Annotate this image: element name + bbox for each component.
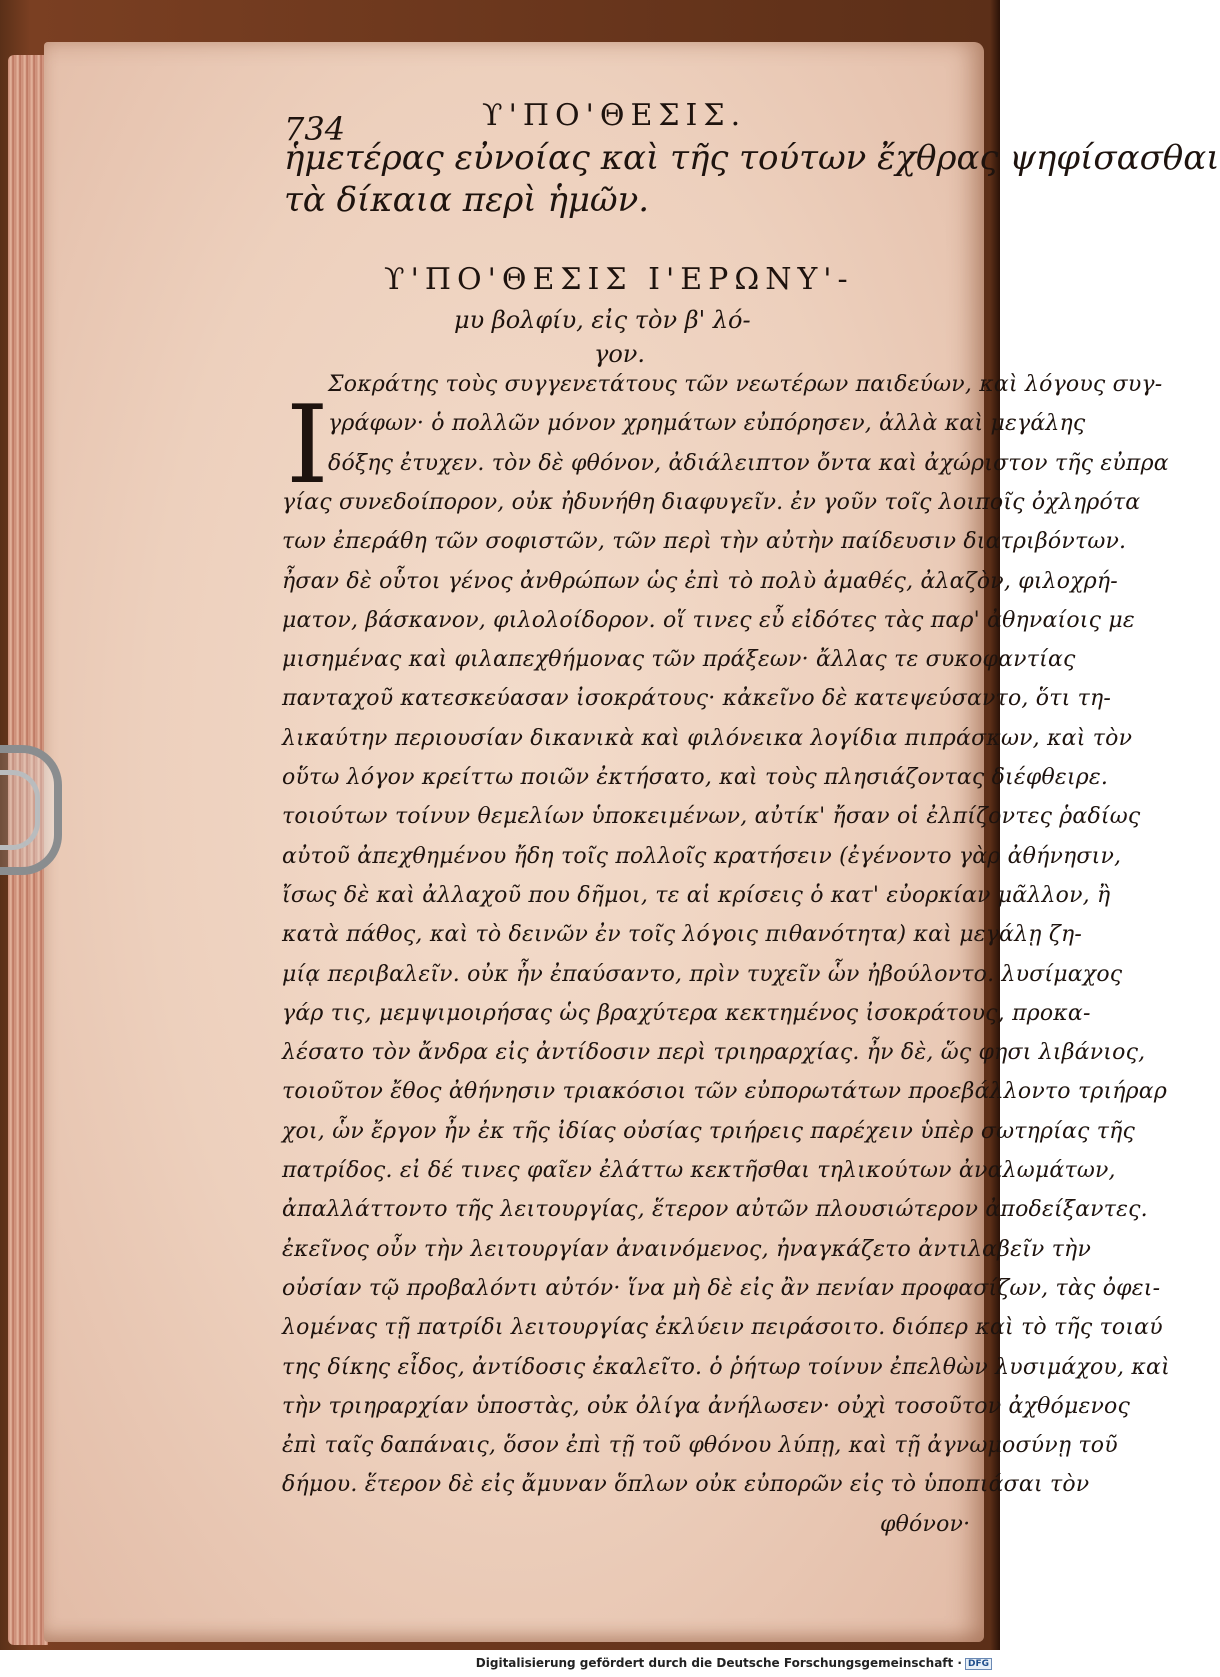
body-line: φθόνον· bbox=[880, 1511, 971, 1537]
body-line: λέσατο τὸν ἄνδρα εἰς ἀντίδοσιν περὶ τριηραρχίας. ἦν δὲ, ὥς φησι λιβάνιος, bbox=[282, 1040, 1146, 1066]
body-line: δήμου. ἕτερον δὲ εἰς ἄμυναν ὅπλων οὐκ εὐπορῶν εἰς τὸ ὑποπιάσαι τὸν bbox=[282, 1472, 1090, 1498]
body-line: ἦσαν δὲ οὗτοι γένος ἀνθρώπων ὡς ἐπὶ τὸ πολὺ ἀμαθές, ἀλαζὸν, φιλοχρή- bbox=[282, 568, 1118, 594]
body-line: ἀπαλλάττοντο τῆς λειτουργίας, ἕτερον αὐτῶν πλουσιώτερον ἀποδείξαντες. bbox=[282, 1197, 1148, 1223]
body-line: οὕτω λόγον κρείττω ποιῶν ἐκτήσατο, καὶ τοὺς πλησιάζοντας διέφθειρε. bbox=[282, 765, 1109, 790]
section-title: ϒ'ΠΟ'ΘΕΣΙΣ Ι'ΕΡΩΝΥ'- bbox=[384, 262, 854, 297]
body-line: γίας συνεδοίπορον, οὐκ ἠδυνήθη διαφυγεῖν. ἐν γοῦν τοῖς λοιποῖς ὀχληρότα bbox=[282, 489, 1141, 515]
page-clip-inner bbox=[0, 770, 40, 850]
drop-cap: I bbox=[286, 383, 329, 508]
body-line: τοιοῦτον ἔθος ἀθήνησιν τριακόσιοι τῶν εὐπορωτάτων προεβάλλοντο τριήραρ bbox=[282, 1079, 1167, 1105]
body-line: πανταχοῦ κατεσκεύασαν ἰσοκράτους· κἀκεῖνο δὲ κατεψεύσαντο, ὅτι τη- bbox=[282, 686, 1112, 712]
body-line: γάρ τις, μεμψιμοιρήσας ὡς βραχύτερα κεκτημένος ἰσοκράτους, προκα- bbox=[282, 1000, 1091, 1026]
section-subtitle-cont: γον. bbox=[594, 340, 646, 368]
body-line: αὐτοῦ ἀπεχθημένου ἤδη τοῖς πολλοῖς κρατήσειν (ἐγένοντο γὰρ ἀθήνησιν, bbox=[282, 843, 1122, 869]
body-line: μισημένας καὶ φιλαπεχθήμονας τῶν πράξεων· ἄλλας τε συκοφαντίας bbox=[282, 647, 1076, 673]
dfg-logo: DFG bbox=[965, 1658, 992, 1670]
body-line: τοιούτων τοίνυν θεμελίων ὑποκειμένων, αὐτίκ' ἤσαν οἱ ἐλπίζοντες ῥαδίως bbox=[282, 804, 1141, 830]
body-line: των ἐπεράθη τῶν σοφιστῶν, τῶν περὶ τὴν αὐτὴν παίδευσιν διατριβόντων. bbox=[282, 529, 1127, 555]
body-line: λικαύτην περιουσίαν δικανικὰ καὶ φιλόνεικα λογίδια πιπράσκων, καὶ τὸν bbox=[282, 725, 1133, 751]
body-line: της δίκης εἶδος, ἀντίδοσις ἐκαλεῖτο. ὁ ῥήτωρ τοίνυν ἐπελθὼν λυσιμάχου, καὶ bbox=[282, 1354, 1170, 1380]
body-line: ἐπὶ ταῖς δαπάναις, ὅσον ἐπὶ τῇ τοῦ φθόνου λύπῃ, καὶ τῇ ἀγνωμοσύνῃ τοῦ bbox=[282, 1433, 1118, 1459]
body-line: πατρίδος. εἰ δέ τινες φαῖεν ἐλάττω κεκτῆσθαι τηλικούτων ἀναλωμάτων, bbox=[282, 1158, 1116, 1183]
intro-line: τὰ δίκαια περὶ ἡμῶν. bbox=[284, 180, 650, 220]
footer-credit-text: Digitalisierung gefördert durch die Deutsche Forschungsgemeinschaft · bbox=[475, 1656, 962, 1670]
footer-credit bbox=[476, 1656, 992, 1670]
body-line: λομένας τῇ πατρίδι λειτουργίας ἐκλύειν πειράσοιτο. διόπερ καὶ τὸ τῆς τοιαύ bbox=[282, 1315, 1163, 1341]
running-title: ϒ'ΠΟ'ΘΕΣΙΣ. bbox=[482, 98, 747, 133]
intro-line: ἡμετέρας εὐνοίας καὶ τῆς τούτων ἔχθρας ψηφίσασθαι bbox=[284, 138, 1220, 178]
body-line: ἐκεῖνος οὖν τὴν λειτουργίαν ἀναινόμενος, ἠναγκάζετο ἀντιλαβεῖν τὴν bbox=[282, 1236, 1092, 1262]
body-line: χοι, ὧν ἔργον ἦν ἐκ τῆς ἰδίας οὐσίας τριήρεις παρέχειν ὑπὲρ σωτηρίας τῆς bbox=[282, 1118, 1135, 1144]
section-subtitle: μυ βολφίυ, εἰς τὸν β' λό- bbox=[454, 306, 751, 334]
body-line: γράφων· ὁ πολλῶν μόνον χρημάτων εὐπόρησεν, ἀλλὰ καὶ μεγάλης bbox=[328, 411, 1086, 437]
body-line: τὴν τριηραρχίαν ὑποστὰς, οὐκ ὀλίγα ἀνήλωσεν· οὐχὶ τοσοῦτον ἀχθόμενος bbox=[282, 1393, 1131, 1419]
body-line: κατὰ πάθος, καὶ τὸ δεινῶν ἐν τοῖς λόγοις πιθανότητα) καὶ μεγάλῃ ζη- bbox=[282, 922, 1082, 948]
body-line: ἴσως δὲ καὶ ἀλλαχοῦ που δῆμοι, τε αἱ κρίσεις ὁ κατ' εὐορκίαν μᾶλλον, ἢ bbox=[282, 882, 1111, 908]
body-line: δόξης ἐτυχεν. τὸν δὲ φθόνον, ἀδιάλειπτον ὄντα καὶ ἀχώριστον τῆς εὐπρα bbox=[328, 450, 1169, 476]
page-number: 734 bbox=[284, 110, 346, 148]
body-line: μίᾳ περιβαλεῖν. οὐκ ἦν ἐπαύσαντο, πρὶν τυχεῖν ὧν ἠβούλοντο. λυσίμαχος bbox=[282, 961, 1123, 987]
body-line: Σοκράτης τοὺς συγγενετάτους τῶν νεωτέρων παιδεύων, καὶ λόγους συγ- bbox=[328, 372, 1163, 397]
body-line: οὐσίαν τῷ προβαλόντι αὐτόν· ἵνα μὴ δὲ εἰς ἂν πενίαν προφασίζων, τὰς ὀφει- bbox=[282, 1275, 1161, 1301]
body-line: ματον, βάσκανον, φιλολοίδορον. οἵ τινες εὖ εἰδότες τὰς παρ' ἀθηναίοις με bbox=[282, 607, 1135, 633]
